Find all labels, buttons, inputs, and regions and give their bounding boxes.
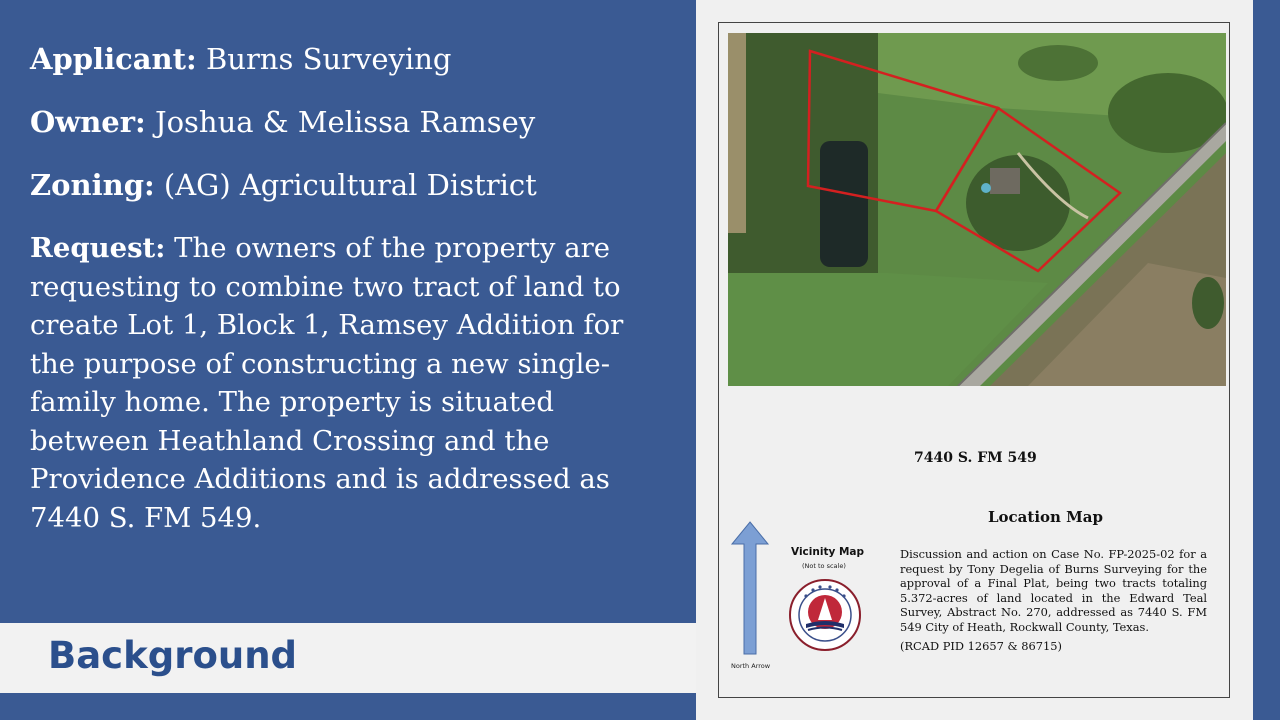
request-label: Request: (30, 232, 166, 264)
aerial-map (728, 33, 1226, 386)
applicant-value: Burns Surveying (196, 42, 452, 76)
request-paragraph (30, 229, 640, 537)
city-seal-icon (786, 578, 864, 652)
owner-value: Joshua & Melissa Ramsey (145, 105, 536, 139)
rcad-pid: (RCAD PID 12657 & 86715) (900, 639, 1062, 653)
north-arrow-label: North Arrow (731, 662, 771, 670)
vicinity-map-subtitle: (Not to scale) (802, 562, 846, 570)
zoning-label: Zoning: (30, 168, 155, 202)
applicant-label: Applicant: (30, 42, 197, 76)
zoning-line (30, 168, 537, 202)
request-value: The owners of the property are requesting to combine two tract of land to create Lot 1, Block 1, Ramsey Addition for the purpose of constructing a new single-family home. The property is situated between Heathland Crossing and the Providence Additions and is addressed as 7440 S. FM 549. (30, 232, 624, 534)
vicinity-map-title: Vicinity Map (791, 546, 865, 558)
owner-label: Owner: (30, 105, 146, 139)
north-arrow-icon (729, 520, 771, 656)
applicant-line (30, 42, 451, 76)
right-edge-strip (1253, 0, 1280, 720)
property-address: 7440 S. FM 549 (914, 450, 1037, 466)
aerial-map-image (728, 33, 1226, 386)
location-map-title: Location Map (988, 508, 1103, 526)
case-description: Discussion and action on Case No. FP-2025-02 for a request by Tony Degelia of Burns Surveying for the approval of a Final Plat, being two tracts totaling 5.372-acres of land located in the Edward Teal Survey, Abstract No. 270, addressed as 7440 S. FM 549 City of Heath, Rockwall County, Texas. (900, 547, 1207, 634)
footer-title: Background (48, 634, 298, 677)
owner-line (30, 105, 535, 139)
zoning-value: (AG) Agricultural District (154, 168, 537, 202)
